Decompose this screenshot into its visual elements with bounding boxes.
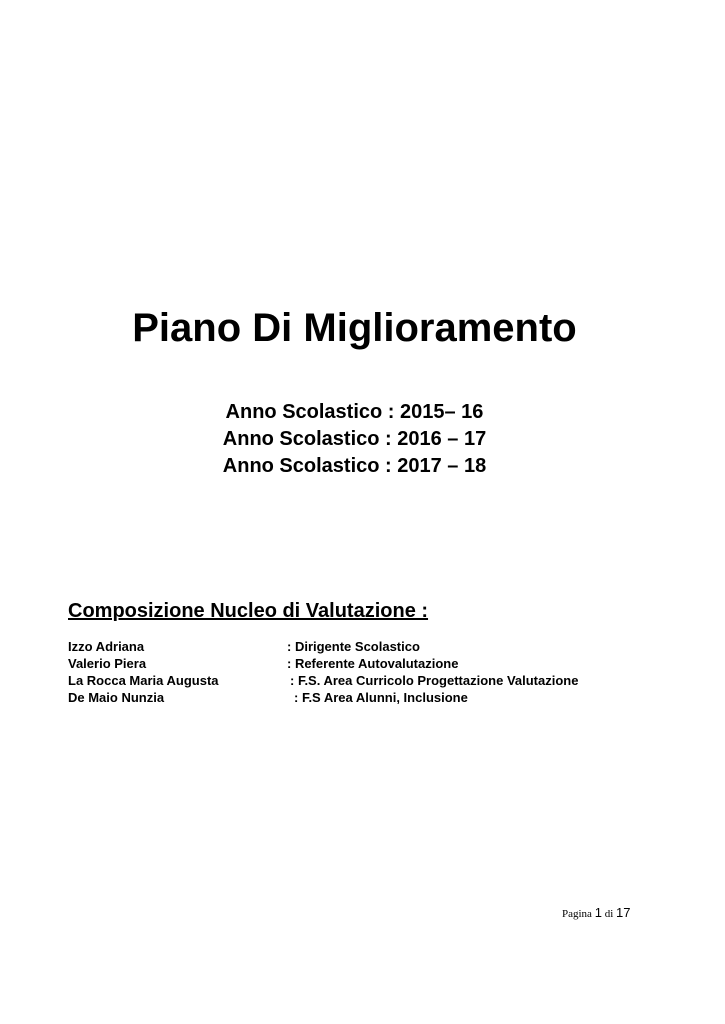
school-year-line: Anno Scolastico : 2016 – 17 xyxy=(222,428,487,450)
section-title-nucleo: Composizione Nucleo di Valutazione : xyxy=(68,600,429,622)
members-list xyxy=(68,638,668,706)
total-pages-number: 17 xyxy=(616,905,631,920)
member-name: La Rocca Maria Augusta xyxy=(68,673,219,688)
member-role: : F.S. Area Curricolo Progettazione Valutazione xyxy=(290,673,579,688)
member-role: : Dirigente Scolastico xyxy=(287,639,420,654)
member-role: : Referente Autovalutazione xyxy=(287,656,459,671)
current-page-number: 1 xyxy=(594,905,602,920)
member-role: : F.S Area Alunni, Inclusione xyxy=(294,690,468,705)
school-year-line: Anno Scolastico : 2017 – 18 xyxy=(222,455,487,477)
member-row xyxy=(68,672,668,689)
member-name: Izzo Adriana xyxy=(68,639,145,654)
page-label: Pagina xyxy=(562,908,592,920)
school-year-line: Anno Scolastico : 2015– 16 xyxy=(225,401,484,423)
member-row xyxy=(68,689,668,706)
member-name: De Maio Nunzia xyxy=(68,690,165,705)
page-number-footer xyxy=(562,905,630,922)
member-row xyxy=(68,638,668,655)
school-years-block xyxy=(0,399,709,480)
of-label: di xyxy=(604,908,614,920)
member-name: Valerio Piera xyxy=(68,656,147,671)
document-title: Piano Di Miglioramento xyxy=(132,306,577,350)
member-row xyxy=(68,655,668,672)
